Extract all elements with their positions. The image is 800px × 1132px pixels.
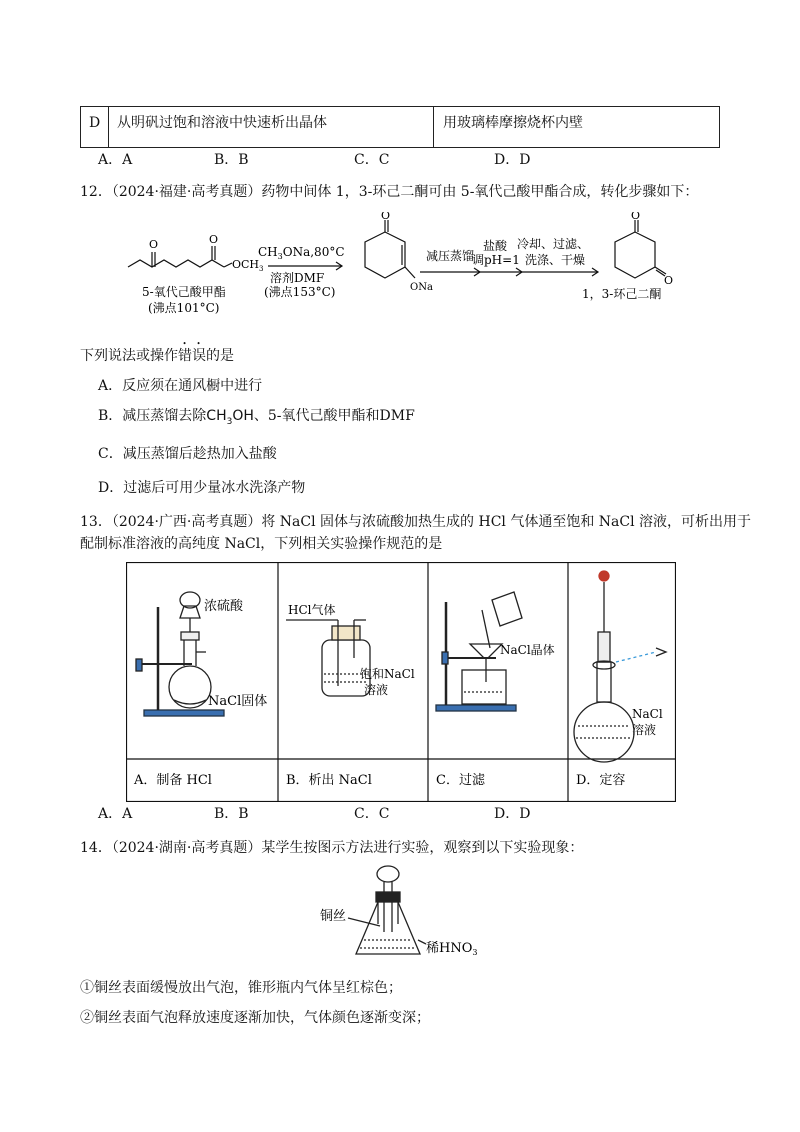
step3-bot: 调pH=1	[472, 253, 520, 267]
q13-options	[98, 804, 698, 824]
q14-observation-1: ①铜丝表面缓慢放出气泡，锥形瓶内气体呈红棕色；	[80, 980, 402, 996]
caption-d: D．定容	[576, 773, 626, 788]
q11-table-row-d	[80, 106, 720, 148]
panel-d-label1: NaCl	[632, 707, 663, 721]
q12-option-d[interactable]: D．过滤后可用少量冰水洗涤产物	[98, 480, 306, 496]
panel-d-label2: 溶液	[632, 723, 657, 737]
panel-c-label1: NaCl晶体	[500, 643, 555, 657]
start-bp: (沸点101°C)	[148, 301, 220, 315]
option-a[interactable]: A．A	[98, 806, 133, 822]
q14-stem: 14．（2024·湖南·高考真题）某学生按图示方法进行实验，观察到以下实验现象：	[80, 840, 584, 856]
chain-bond	[128, 260, 224, 267]
label-acid: 稀$HNO_3$	[426, 941, 478, 957]
step3-top: 盐酸	[483, 239, 508, 253]
step4-top: 冷却、过滤、	[517, 237, 590, 251]
panel-b-apparatus	[286, 620, 370, 696]
row-purpose: 从明矾过饱和溶液中快速析出晶体	[117, 115, 327, 131]
option-c[interactable]: C．C	[354, 152, 390, 168]
q12-reaction-scheme	[120, 212, 720, 324]
option-b[interactable]: B．B	[214, 152, 249, 168]
q13-stem-line1: 13．（2024·广西·高考真题）将 NaCl 固体与浓硫酸加热生成的 HCl 气体通至饱和 NaCl 溶液，可析出用于	[80, 514, 752, 530]
q13-apparatus-table	[126, 562, 676, 802]
q12-option-a[interactable]: A．反应须在通风橱中进行	[98, 378, 263, 394]
panel-b-label1: HCl气体	[288, 603, 336, 617]
step4-bot: 洗涤、干燥	[525, 253, 586, 267]
reagent1-top: $CH_3ONa,80^\circ C$	[258, 245, 345, 261]
q13-stem-line2: 配制标准溶液的高纯度 NaCl，下列相关实验操作规范的是	[80, 536, 443, 552]
ona-label: ONa	[410, 282, 433, 293]
q12-stem: 12．（2024·福建·高考真题）药物中间体 1，3-环己二酮可由 5-氧代己酸甲酯合成，转化步骤如下：	[80, 184, 699, 200]
product-ring-bond	[615, 232, 655, 278]
option-b[interactable]: B．B	[214, 806, 249, 822]
caption-c: C．过滤	[436, 773, 485, 788]
row-operation: 用玻璃棒摩擦烧杯内壁	[443, 115, 583, 131]
start-name: 5-氧代己酸甲酯	[142, 285, 226, 299]
q14-apparatus	[318, 862, 498, 966]
emphasis-text: 错误	[178, 348, 206, 364]
reagent1-mid: 溶剂DMF	[270, 271, 325, 285]
panel-b-label2b: 溶液	[364, 683, 389, 697]
panel-a-label2: NaCl固体	[208, 694, 268, 709]
option-a[interactable]: A．A	[98, 152, 133, 168]
o-label-5: O	[664, 274, 674, 287]
option-d[interactable]: D．D	[494, 806, 531, 822]
caption-a: A．制备 HCl	[134, 773, 212, 788]
och3-label: $OCH_3$	[232, 258, 264, 273]
panel-b-label2a: 饱和NaCl	[360, 667, 415, 681]
q12-option-c[interactable]: C．减压蒸馏后趁热加入盐酸	[98, 446, 277, 462]
q14-observation-2: ②铜丝表面气泡释放速度逐渐加快，气体颜色逐渐变深；	[80, 1010, 430, 1026]
product-name: 1，3-环己二酮	[582, 287, 662, 301]
row-letter: D	[89, 115, 101, 131]
option-c[interactable]: C．C	[354, 806, 390, 822]
col-divider	[108, 107, 109, 147]
option-d[interactable]: D．D	[494, 152, 531, 168]
step2-label: 减压蒸馏	[426, 249, 475, 263]
o-label-1: O	[149, 238, 159, 251]
o-label-3: O	[381, 212, 391, 222]
o-label-2: O	[209, 233, 219, 246]
reagent1-bot: (沸点153°C)	[264, 285, 336, 299]
caption-b: B．析出 NaCl	[286, 773, 372, 788]
q12-question: 下列说法或操作错误的是	[80, 348, 234, 364]
label-wire: 铜丝	[320, 909, 347, 924]
panel-a-label1: 浓硫酸	[204, 599, 244, 614]
ring-bond	[365, 232, 405, 278]
q11-options	[98, 150, 698, 170]
col-divider	[433, 107, 434, 147]
q12-option-b[interactable]: B．减压蒸馏去除$CH_3OH$、5-氧代己酸甲酯和DMF	[98, 408, 415, 427]
o-label-4: O	[631, 212, 641, 222]
